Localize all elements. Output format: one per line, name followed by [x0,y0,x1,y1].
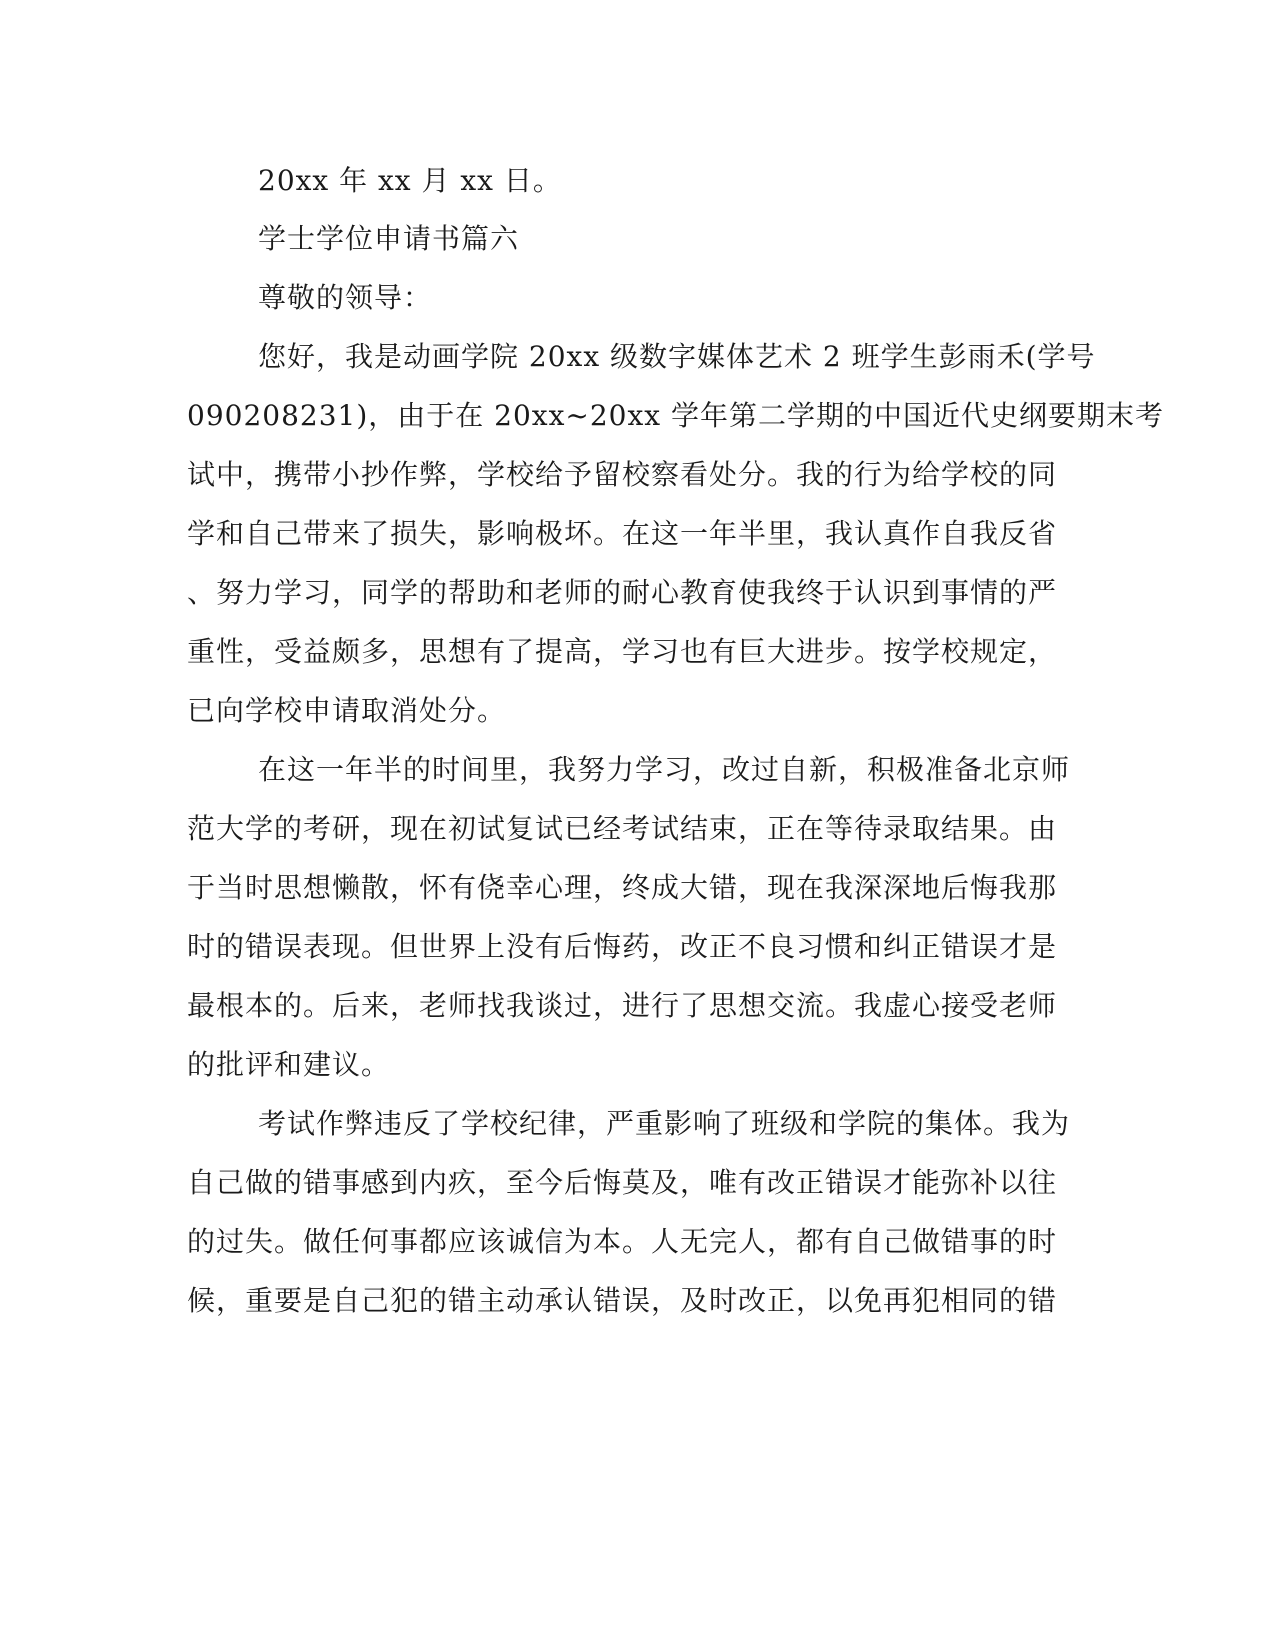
paragraph-line: 重性，受益颇多，思想有了提高，学习也有巨大进步。按学校规定， [187,635,1058,668]
paragraph-line: 的批评和建议。 [187,1048,391,1081]
paragraph-line: 时的错误表现。但世界上没有后悔药，改正不良习惯和纠正错误才是 [187,930,1058,963]
paragraph-line: 、努力学习，同学的帮助和老师的耐心教育使我终于认识到事情的严 [187,576,1058,609]
paragraph-line: 考试作弊违反了学校纪律，严重影响了班级和学院的集体。我为 [258,1107,1071,1140]
section-title: 学士学位申请书篇六 [258,222,520,255]
paragraph-line: 学和自己带来了损失，影响极坏。在这一年半里，我认真作自我反省 [187,517,1058,550]
paragraph-line: 于当时思想懒散，怀有侥幸心理，终成大错，现在我深深地后悔我那 [187,871,1058,904]
date-line: 20xx 年 xx 月 xx 日。 [258,164,562,197]
paragraph-line: 090208231)，由于在 20xx~20xx 学年第二学期的中国近代史纲要期末考 [187,399,1164,432]
paragraph-line: 在这一年半的时间里，我努力学习，改过自新，积极准备北京师 [258,753,1071,786]
paragraph-line: 范大学的考研，现在初试复试已经考试结束，正在等待录取结果。由 [187,812,1058,845]
paragraph-line: 的过失。做任何事都应该诚信为本。人无完人，都有自己做错事的时 [187,1225,1058,1258]
paragraph-line: 最根本的。后来，老师找我谈过，进行了思想交流。我虚心接受老师 [187,989,1058,1022]
paragraph-line: 试中，携带小抄作弊，学校给予留校察看处分。我的行为给学校的同 [187,458,1058,491]
paragraph-line: 候，重要是自己犯的错主动承认错误，及时改正，以免再犯相同的错 [187,1284,1058,1317]
paragraph-line: 已向学校申请取消处分。 [187,694,507,727]
salutation: 尊敬的领导： [258,281,433,314]
paragraph-line: 您好，我是动画学院 20xx 级数字媒体艺术 2 班学生彭雨禾(学号 [258,340,1096,373]
paragraph-line: 自己做的错事感到内疚，至今后悔莫及，唯有改正错误才能弥补以往 [187,1166,1058,1199]
